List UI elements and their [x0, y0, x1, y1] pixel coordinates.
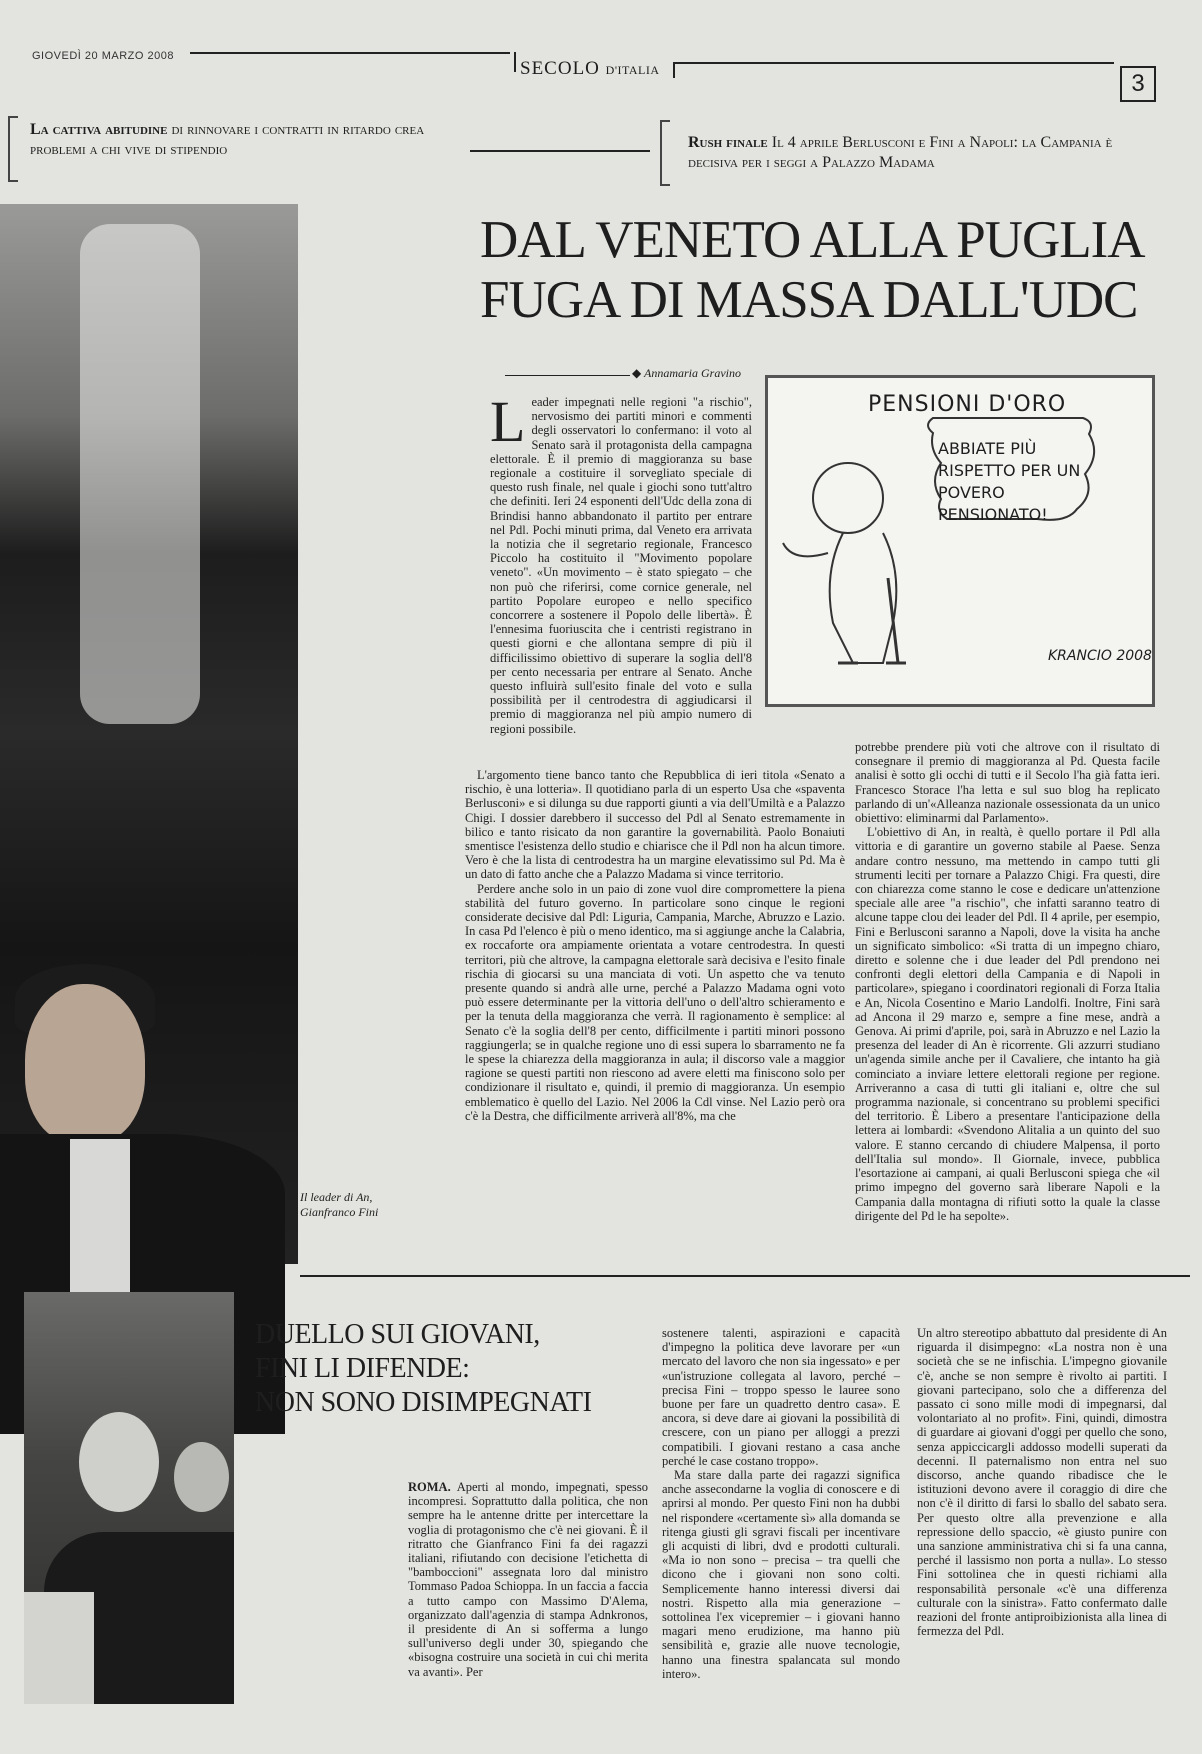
- second-article-column-2: [662, 1326, 900, 1681]
- kicker-right: [688, 133, 1158, 173]
- masthead-title: [520, 58, 660, 80]
- page-number: 3: [1120, 66, 1156, 102]
- article-paragraph-3: Perdere anche solo in un paio di zone vuol dire compromettere la piena stabilità del futuro governo. In particolare sono cinque le regioni considerate decisive dal Pdl: Liguria, Campania, Marche, Abruzzo e Lazio. In casa Pd l'elenco è più o meno identico, ma si aggiunge anche la Calabria, ex roccaforte ora ampiamente orientata a votare centrodestra. In questi territori, più che altrove, la campagna elettorale sarà decisiva e l'esito finale rischia di giocarsi su una manciata di voti. Un aspetto che va tenuto presente quando si andrà alle urne, perché a Palazzo Madama ogni voto può essere determinante per la vittoria dell'uno o dell'altro schieramento e per la tenuta della maggioranza che verrà. Il ragionamento è semplice: al Senato c'è la soglia dell'8 per cento, difficilmente i partiti minori possono raggiungerla; se in qualche regione uno di essi supera lo sbarramento ne fa le spese la chiarezza della maggioranza in aula; il discorso vale a maggior ragione se questi partiti non riescono ad avere eletti ma finiscono solo per condizionare il risultato e, quindi, il premio di maggioranza. Un esempio emblematico è quello del Lazio. Nel 2006 la Cdl vinse. Nel Lazio però ora c'è la Destra, che difficilmente arriverà all'8%, ma che: [465, 881, 845, 1123]
- second-headline-line1: DUELLO SUI GIOVANI,: [255, 1319, 540, 1350]
- second-article-column-3: [917, 1326, 1167, 1638]
- second-headline: [255, 1318, 655, 1420]
- photo-person-3: [24, 1592, 94, 1704]
- kicker-left: [30, 120, 450, 160]
- article-paragraph-4: potrebbe prendere più voti che altrove con il risultato di consegnare il premio di maggioranza al Pd. Questa facile analisi è sotto gli occhi di tutti e il Secolo l'ha già fatta ieri. Francesco Storace l'ha letta e sul suo blog ha replicato parlando di un'«Alleanza nazionale ossessionata da un unico obiettivo: eliminarmi dal Parlamento».: [855, 740, 1160, 826]
- article-column-2: [855, 740, 1160, 1223]
- main-headline: [480, 210, 1180, 330]
- article-paragraph-2: L'argomento tiene banco tanto che Repubblica di ieri titola «Senato a rischio, è una lotteria». Il quotidiano parla di un esperto Usa che «spaventa Berlusconi» e si dilunga su due rapporti giunti a via dell'Umiltà e a Palazzo Chigi. I dossier darebbero il successo del Pdl al Senato estremamente in bilico e tanto risicato da non garantire la governabilità. Paolo Bonaiuti smentisce l'esistenza dello studio e chiarisce che il Pdl non ha alcun timore. Vero è che la lista di centrodestra ha un margine elevatissimo sul Pd. Ma è un dato di fatto anche che a Palazzo Madama si vince territorio.: [465, 768, 845, 882]
- main-headline-line2: FUGA DI MASSA DALL'UDC: [480, 271, 1138, 329]
- section-divider: [300, 1275, 1190, 1277]
- second-headline-line3: NON SONO DISIMPEGNATI: [255, 1387, 592, 1418]
- cartoon-speech-bubble: ABBIATE PIÙ RISPETTO PER UN POVERO PENSIONATO!: [938, 439, 1081, 524]
- kicker-left-lead: La cattiva abitudine: [30, 121, 168, 138]
- photo-young-people: [24, 1292, 234, 1704]
- byline-rule: [505, 375, 630, 376]
- photo-face: [25, 984, 145, 1144]
- paper-name: SECOLO: [520, 58, 600, 79]
- article-column-1-bottom: [465, 768, 845, 1123]
- article-paragraph-1: eader impegnati nelle regioni "a rischio", nervosismo dei partiti minori e commenti degli osservatori lo confermano: il voto al Senato sarà il protagonista della campagna elettorale. È il premio di maggioranza su base regionale a costituire il sorvegliato speciale di questo rush finale, nel quale i giochi sono tutt'altro che definiti. Ieri 24 esponenti dell'Udc della zona di Brindisi hanno abbandonato il partito per entrare nel Pdl. Pochi minuti prima, dal Veneto era arrivata la notizia che il segretario regionale, Francesco Piccolo ha costituito il "Movimento popolare veneto". «Un movimento – è stato spiegato – che non può che riferirsi, come cornice generale, nel partito Popolare europeo e nello specifico concorrere a sostenere il Popolo delle libertà». È l'ennesima fuoriuscita che i centristi registrano in questi giorni e che allontana sempre di più il difficilissimo obiettivo di superare la soglia dell'8 per cento necessaria per entrare al Senato. Anche questo influirà sull'esito finale del voto e sulla possibilità per il centrodestra di aggiudicarsi il premio di maggioranza nel più ampio numero di regioni possibile.: [490, 395, 752, 736]
- second-article-paragraph-3: Ma stare dalla parte dei ragazzi significa anche assecondarne la voglia di conoscere e di aprirsi al mondo. Per questo Fini non ha dubbi nel rispondere «certamente sì» alla domanda se ritenga giusti gli sgravi fiscali per incentivare gli acquisti di libri, dvd e prodotti culturali. «Ma io non sono – precisa – tra quelli che dicono che i giovani non sono colti. Semplicemente hanno interessi diversi dai nostri. Rispetto alla mia generazione – sottolinea l'ex vicepremier – i giovani hanno magari meno erudizione, ma hanno più sensibilità e, grazie alle nuove tecnologie, hanno una finestra spalancata sul mondo intero».: [662, 1468, 900, 1681]
- issue-date: GIOVEDÌ 20 MARZO 2008: [32, 50, 174, 62]
- main-headline-line1: DAL VENETO ALLA PUGLIA: [480, 211, 1145, 269]
- second-article-column-1: [408, 1480, 648, 1679]
- masthead-rule-left: [190, 52, 510, 54]
- second-article-paragraph-1: Aperti al mondo, impegnati, spesso incompresi. Soprattutto dalla politica, che non sempre ha le antenne dritte per intercettare la voglia di protagonismo che c'è nei giovani. È il ritratto che Gianfranco Fini fa dei ragazzi italiani, rifiutando con decisione l'etichetta di "bamboccioni" assegnata loro dal ministro Tommaso Padoa Schioppa. In un faccia a faccia a tutto campo con Massimo D'Alema, organizzato dall'agenzia di stampa Adnkronos, il presidente di An si sofferma a lungo sull'universo degli under 30, spiegando che «bisogna costruire una società in cui chi merita va avanti». Per: [408, 1480, 648, 1679]
- kicker-right-lead: Rush finale: [688, 134, 768, 151]
- photo-person-2: [174, 1442, 229, 1512]
- article-column-1-top: [490, 389, 752, 736]
- photo-person-1: [79, 1412, 159, 1512]
- kicker-rule: [470, 150, 650, 152]
- photo-background-shape: [80, 224, 200, 724]
- byline: ◆ Annamaria Gravino: [632, 366, 742, 380]
- masthead-rule-right: [674, 62, 1114, 64]
- cartoon-pensioni-doro: [765, 375, 1155, 707]
- second-article-paragraph-4: Un altro stereotipo abbattuto dal presidente di An riguarda il disimpegno: «La nostra non è una società che se ne infischia. L'impegno giovanile c'è, anche se non sempre è rivolto ai partiti. I giovani partecipano, solo che a differenza del passato ci sono mille modi di impegnarsi, dal volontariato al no profit». Fini, quindi, dimostra di guardare ai giovani d'oggi per quello che sono, senza appiccicargli addosso modelli superati da decenni. Il paternalismo non entra nel suo discorso, anche quando ribadisce che le istituzioni devono avere il coraggio di dire che non c'è il diritto di farsi lo sballo del sabato sera. Per questo oltre alla prevenzione e alla repressione dello spaccio, «è giusto punire con una sanzione amministrativa chi si fa una canna, perché il lassismo non porta a nulla». Lo stesso Fini sottolinea che in questi richiami alla responsabilità personale «c'è una differenza culturale con la sinistra». Fatto confermato dalle reazioni del fronte antiproibizionista alla linea di fermezza del Pdl.: [917, 1326, 1167, 1639]
- photo-caption: Il leader di An, Gianfranco Fini: [300, 1190, 379, 1219]
- kicker-right-text: Il 4 aprile Berlusconi e Fini a Napoli: la Campania è decisiva per i seggi a Palazzo Madama: [688, 134, 1113, 171]
- second-article-paragraph-2: sostenere talenti, aspirazioni e capacità d'impegno la politica deve lavorare per «un mercato del lavoro che non sia ingessato» e per «un'istruzione collegata al lavoro, perché – precisa Fini – troppo spesso le lauree sono buone per fare un quadretto dentro casa». E ancora, si deve dare ai giovani la possibilità di crescere, con un piano per alloggi a prezzi compatibili. I giovani restano a casa anche perché le case costano troppo».: [662, 1326, 900, 1468]
- paper-suffix: D'ITALIA: [605, 63, 660, 77]
- cartoon-signature: KRANCIO 2008: [1048, 648, 1152, 664]
- cartoon-title: PENSIONI D'ORO: [868, 392, 1067, 417]
- dropcap: L: [490, 389, 526, 454]
- masthead-bar: [514, 52, 516, 72]
- bracket-left: [8, 116, 18, 182]
- dateline: ROMA.: [408, 1480, 451, 1494]
- bracket-right: [660, 120, 670, 186]
- second-headline-line2: FINI LI DIFENDE:: [255, 1353, 470, 1384]
- photo-gianfranco-fini: [0, 204, 298, 1264]
- byline-author: Annamaria Gravino: [644, 366, 742, 380]
- kicker-left-text: di rinnovare i contratti in ritardo crea problemi a chi vive di stipendio: [30, 121, 425, 158]
- masthead-bar: [673, 62, 675, 78]
- article-paragraph-5: L'obiettivo di An, in realtà, è quello portare il Pdl alla vittoria e di garantire un governo stabile al Paese. Senza andare contro nessuno, ma mettendo in campo tutti gli strumenti leciti per tornare a Palazzo Chigi. Fra questi, dire con chiarezza come stanno le cose e dedicare un'attenzione speciale alle aree "a rischio", che infatti saranno teatro di alcune tappe clou dei leader del Pdl. Il 4 aprile, per esempio, Fini e Berlusconi saranno a Napoli, dove la visita ha anche un significato simbolico: «Si tratta di un impegno chiaro, diretto e solenne che i due leader del Pdl prendono nei confronti degli elettori della Campania e di Napoli in particolare», spiegano i coordinatori regionali di Forza Italia e An, Nicola Cosentino e Mario Landolfi. Inoltre, Fini sarà ad Ancona il 29 marzo e, sempre a fine mese, andrà a Genova. Ai primi d'aprile, poi, sarà in Abruzzo e nel Lazio la presenza del leader di An è ricorrente. Gli azzurri studiano un'agenda simile anche per il Cavaliere, che intanto ha già cominciato a inviare lettere elettorali regione per regione. Arriveranno a casa di tutti gli italiani e, oltre che sul programma nazionale, si concentrano su problemi specifici del territorio. È Libero a presentare l'anticipazione della lettera ai lombardi: «Svendono Alitalia a un quinto del suo valore. E stanno cercando di chiudere Malpensa, il porto dell'Italia sul mondo». Il Giornale, invece, pubblica l'esortazione ai campani, ai quali Berlusconi spiega che «il primo impegno del governo sarà liberare Napoli e la Campania dalla montagna di rifiuti sotto la quale la classe dirigente del Pd le ha sepolte».: [855, 825, 1160, 1223]
